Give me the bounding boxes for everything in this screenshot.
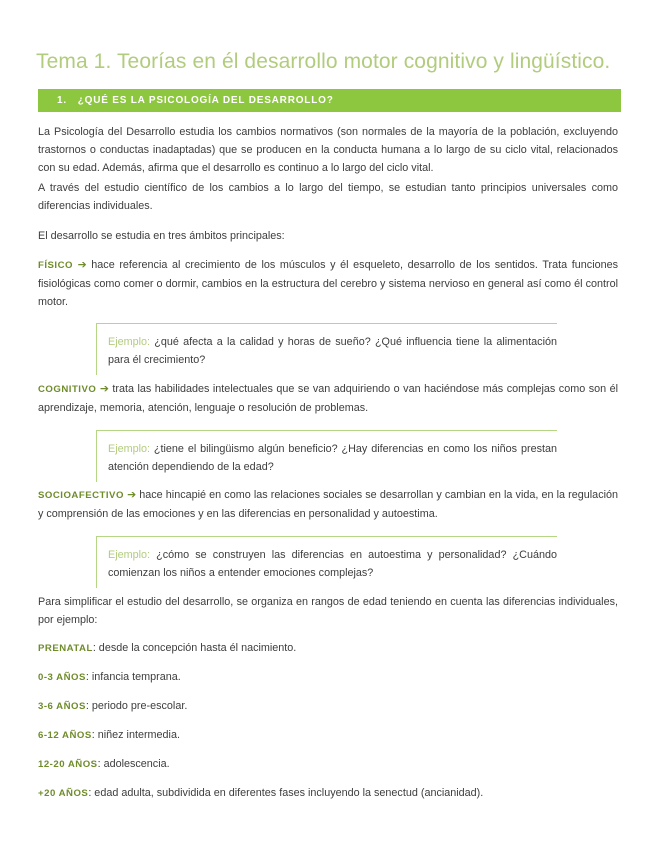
- section-heading-bar: [38, 89, 621, 112]
- arrow-right-icon: ➔: [77, 259, 87, 271]
- domain-cognitivo: [38, 380, 618, 417]
- example-label: Ejemplo:: [108, 443, 151, 455]
- section-number: 1.: [57, 95, 67, 106]
- domain-label-cognitivo: COGNITIVO: [38, 384, 97, 395]
- domain-text-cognitivo: trata las habilidades intelectuales que se van adquiriendo o van haciéndose más complejas como son él aprendizaje, memoria, atención, lenguaje o resolución de problemas.: [38, 383, 618, 414]
- study-paragraph: A través del estudio científico de los cambios a lo largo del tiempo, se estudian tanto principios universales como diferencias individuales.: [38, 182, 618, 212]
- ages-intro: Para simplificar el estudio del desarrollo, se organiza en rangos de edad teniendo en cuenta las diferencias individuales, por ejemplo:: [38, 596, 618, 626]
- domain-text-fisico: hace referencia al crecimiento de los músculos y él esqueleto, desarrollo de los sentidos. Trata funciones fisiológicas como comer o dormir, cambios en la estructura del cerebro y sistema nervioso en general así como él control motor.: [38, 259, 619, 308]
- domain-fisico: [38, 256, 618, 311]
- age-range-item: [38, 755, 170, 774]
- age-range-text: : infancia temprana.: [85, 671, 181, 683]
- domain-label-fisico: FÍSICO: [38, 260, 73, 271]
- age-range-text: : edad adulta, subdividida en diferentes fases incluyendo la senectud (ancianidad).: [88, 787, 484, 799]
- domain-label-socioafectivo: SOCIOAFECTIVO: [38, 490, 124, 501]
- age-range-label: +20 AÑOS: [38, 788, 89, 799]
- arrow-right-icon: ➔: [99, 383, 109, 395]
- example-label: Ejemplo:: [108, 336, 151, 348]
- domain-text-socioafectivo: hace hincapié en como las relaciones sociales se desarrollan y cambian en la vida, en la regulación y comprensión de las emociones y en las diferencias en personalidad y autoestima.: [38, 489, 618, 520]
- example-box-fisico: [96, 323, 557, 375]
- age-range-item: [38, 668, 181, 687]
- age-range-item: [38, 726, 180, 745]
- age-range-item: [38, 639, 296, 658]
- age-range-text: : desde la concepción hasta él nacimiento.: [92, 642, 297, 654]
- example-text-fisico: ¿qué afecta a la calidad y horas de sueño? ¿Qué influencia tiene la alimentación para él crecimiento?: [108, 336, 557, 366]
- domains-intro: El desarrollo se estudia en tres ámbitos principales:: [38, 230, 285, 242]
- example-text-socioafectivo: ¿cómo se construyen las diferencias en autoestima y personalidad? ¿Cuándo comienzan los niños a entender emociones complejas?: [108, 549, 557, 579]
- age-range-label: 6-12 AÑOS: [38, 730, 92, 741]
- example-box-cognitivo: [96, 430, 557, 482]
- age-range-label: PRENATAL: [38, 643, 93, 654]
- age-range-item: [38, 697, 187, 716]
- age-range-item: [38, 784, 483, 803]
- section-heading: ¿QUÉ ES LA PSICOLOGÍA DEL DESARROLLO?: [77, 95, 334, 106]
- page-title: Tema 1. Teorías en él desarrollo motor cognitivo y lingüístico.: [36, 50, 611, 73]
- age-range-text: : periodo pre-escolar.: [85, 700, 188, 712]
- domain-socioafectivo: [38, 486, 618, 523]
- age-range-label: 3-6 AÑOS: [38, 701, 86, 712]
- age-range-text: : niñez intermedia.: [91, 729, 180, 741]
- age-range-text: : adolescencia.: [97, 758, 170, 770]
- age-range-label: 0-3 AÑOS: [38, 672, 86, 683]
- example-label: Ejemplo:: [108, 549, 151, 561]
- intro-paragraph: La Psicología del Desarrollo estudia los cambios normativos (son normales de la mayoría de la población, excluyendo trastornos o conductas inadaptadas) que se producen en la conducta humana a lo largo de su ciclo vital, relacionados con su edad. Además, afirma que el desarrollo es continuo a lo largo del ciclo vital.: [38, 126, 618, 174]
- example-box-socioafectivo: [96, 536, 557, 588]
- age-range-label: 12-20 AÑOS: [38, 759, 98, 770]
- example-text-cognitivo: ¿tiene el bilingüismo algún beneficio? ¿Hay diferencias en como los niños prestan atención dependiendo de la edad?: [108, 443, 557, 473]
- arrow-right-icon: ➔: [127, 489, 137, 501]
